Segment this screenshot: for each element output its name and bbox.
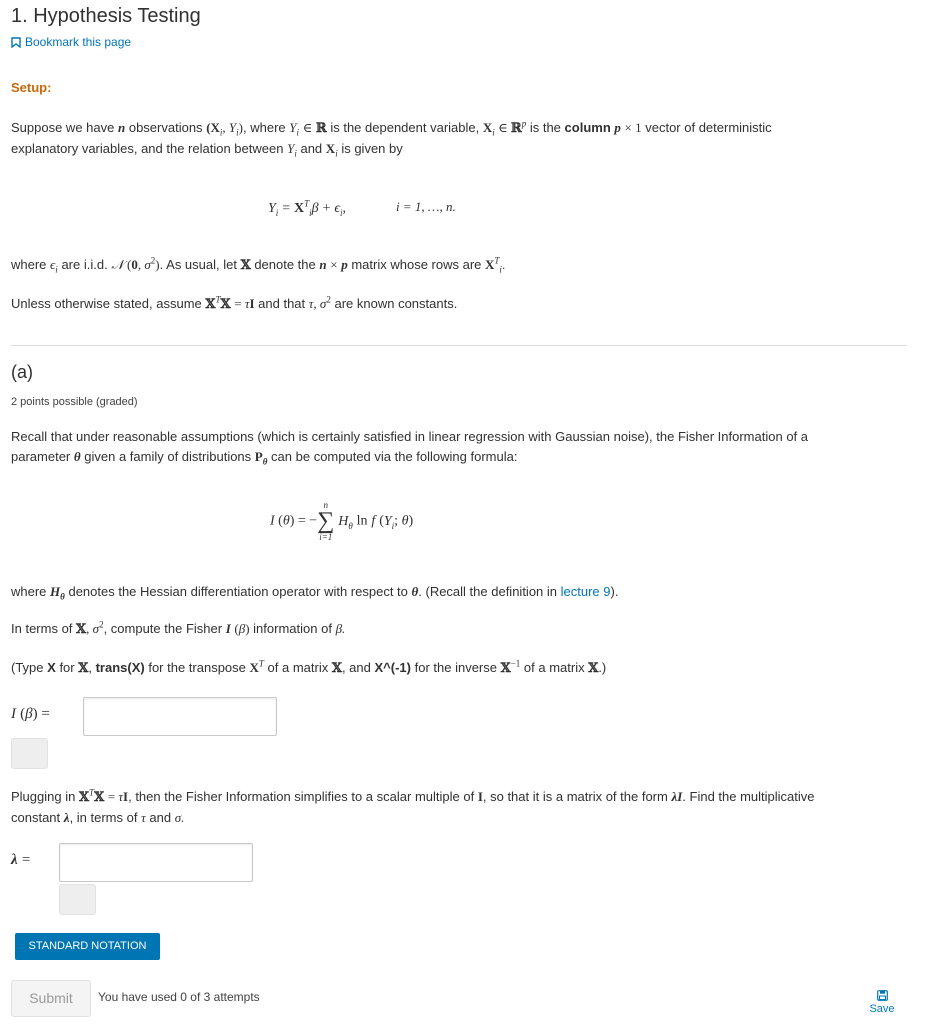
fisher-preview-box bbox=[11, 738, 48, 769]
part-heading: (a) bbox=[11, 362, 33, 382]
bookmark-label: Bookmark this page bbox=[25, 35, 132, 49]
fisher-formula: I (θ) = − n ∑ i=1 $H_\theta$ ln f ($Y_i$; θ) bbox=[270, 500, 414, 542]
submit-button[interactable]: Submit bbox=[11, 980, 91, 1017]
page-title: 1. Hypothesis Testing bbox=[11, 5, 201, 27]
bookmark-link[interactable] bbox=[11, 35, 131, 49]
assumption-paragraph: Unless otherwise stated, assume 𝕏$^T$𝕏 = τI and that τ, $\sigma^2$ are known constants. bbox=[11, 294, 458, 312]
save-icon bbox=[877, 990, 888, 1001]
lecture-link[interactable]: lecture 9 bbox=[560, 584, 611, 599]
lambda-input[interactable] bbox=[59, 843, 253, 882]
sum-symbol: n ∑ i=1 bbox=[317, 500, 335, 542]
recall-paragraph: Recall that under reasonable assumptions (which is certainly satisfied in linear regression with Gaussian noise), the Fisher Information of a parameter θ given a family of distributions $P_\theta$ can be computed via the following formula: bbox=[11, 429, 808, 467]
section-divider bbox=[11, 345, 907, 346]
save-label: Save bbox=[869, 1003, 895, 1015]
model-equation: $Y_i = X^T_i\beta + \epsilon_i$, bbox=[268, 198, 346, 218]
fisher-input-label: I (β) = bbox=[11, 706, 50, 722]
points-possible: 2 points possible (graded) bbox=[11, 396, 138, 408]
setup-heading: Setup: bbox=[11, 80, 52, 95]
lambda-preview-box bbox=[59, 884, 96, 915]
setup-paragraph: Suppose we have n observations ($X_i$, $Y_i$), where $Y_i$ ∈ ℝ is the dependent variable, $X_i$ ∈ ℝ$^p$ is the column p × 1 vector of deterministic explanatory variables, and the relation between $Y_i$ and $X_i$ is given by bbox=[11, 118, 772, 159]
attempts-counter: You have used 0 of 3 attempts bbox=[98, 990, 260, 1004]
noise-paragraph: where $\epsilon_i$ are i.i.d. 𝒩 (0, $\sigma^2$). As usual, let 𝕏 denote the n × p matrix whose rows are $X^T_i$. bbox=[11, 255, 506, 275]
hessian-paragraph: where $H_\theta$ denotes the Hessian differentiation operator with respect to θ. (Recall the definition in lecture 9). bbox=[11, 584, 619, 602]
terms-paragraph: In terms of 𝕏, $\sigma^2$, compute the Fisher I (β) information of β. bbox=[11, 619, 346, 637]
save-button[interactable] bbox=[868, 990, 896, 1015]
plugging-paragraph: Plugging in 𝕏$^T$𝕏 = τI, then the Fisher Information simplifies to a scalar multiple of I, so that it is a matrix of the form λI. Find the multiplicative constant λ, in terms of τ and σ. bbox=[11, 787, 815, 825]
lambda-input-label: λ = bbox=[11, 852, 31, 868]
type-instructions: (Type X for 𝕏, trans(X) for the transpose $X^T$ of a matrix 𝕏, and X^(-1) for the inverse 𝕏$^{-1}$ of a matrix 𝕏.) bbox=[11, 658, 607, 676]
bookmark-icon bbox=[11, 37, 21, 48]
standard-notation-button[interactable]: STANDARD NOTATION bbox=[15, 933, 160, 960]
index-range: i = 1, …, n. bbox=[396, 199, 456, 214]
fisher-information-input[interactable] bbox=[83, 697, 277, 736]
